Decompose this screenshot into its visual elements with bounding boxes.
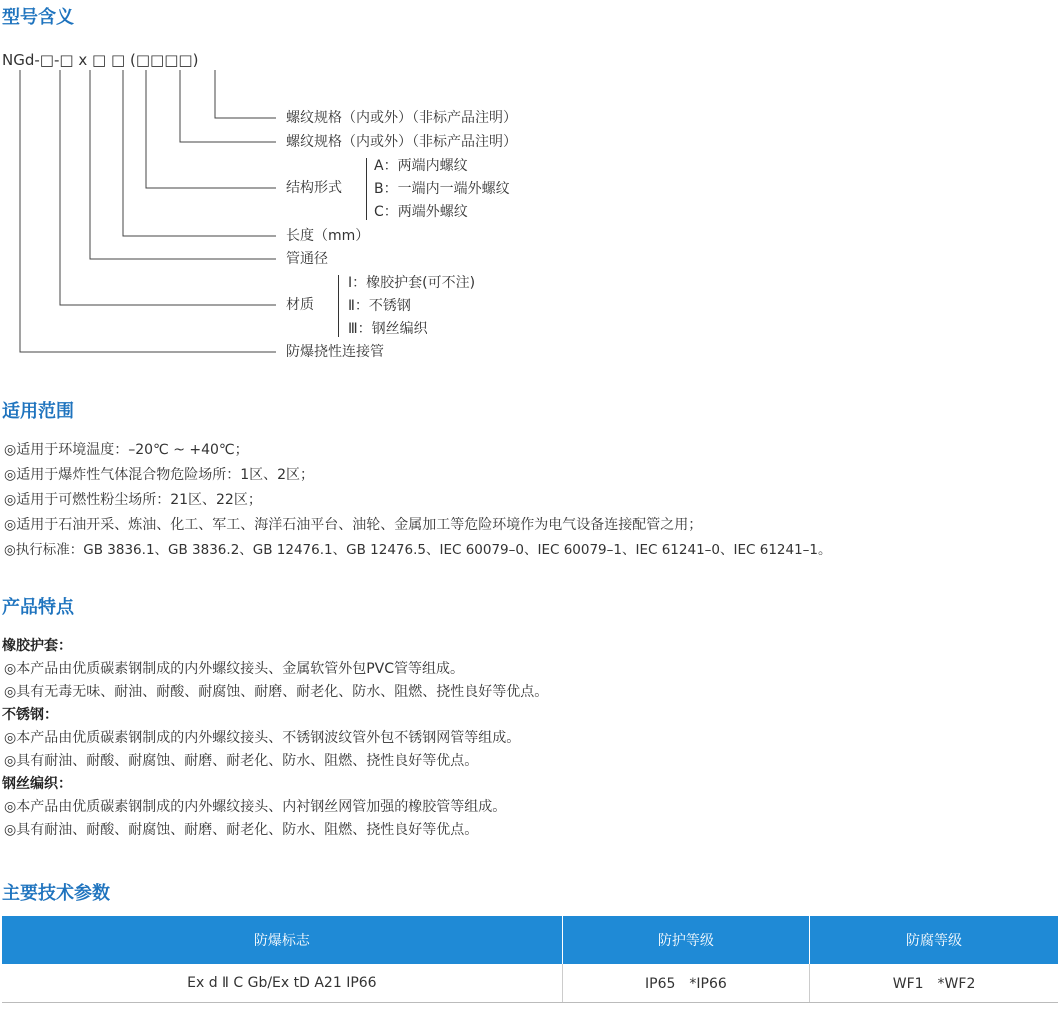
label-diameter: 管通径: [286, 251, 328, 267]
feature-title-rubber: 橡胶护套：: [2, 638, 72, 654]
model-lparen: (: [129, 51, 136, 69]
label-material-2: Ⅱ：不锈钢: [348, 298, 411, 314]
table-header-row: [2, 916, 1058, 964]
feature-item: ◎具有耐油、耐酸、耐腐蚀、耐磨、耐老化、防水、阻燃、挠性良好等优点。: [4, 753, 479, 769]
label-material-1: Ⅰ：橡胶护套(可不注): [348, 275, 476, 291]
table-header-protection-level: 防护等级: [562, 916, 809, 964]
model-dash-1: -: [34, 51, 40, 69]
table-row: [2, 964, 1058, 1003]
scope-item: ◎适用于爆炸性气体混合物危险场所：1区、2区；: [4, 467, 315, 483]
connector-thread-1: [215, 70, 276, 118]
section-title-params: 主要技术参数: [2, 883, 110, 904]
model-times: x: [78, 51, 88, 69]
table-cell-explosion-mark: Ex d Ⅱ C Gb/Ex tD A21 IP66: [2, 964, 562, 1003]
model-rparen: ): [192, 51, 199, 69]
table-cell-protection-level: IP65 *IP66: [562, 964, 809, 1003]
section-title-model: 型号含义: [2, 7, 74, 28]
model-box-8: □: [178, 51, 193, 69]
model-dash-2: -: [53, 51, 60, 69]
section-title-scope: 适用范围: [2, 401, 74, 422]
scope-item: ◎适用于可燃性粉尘场所：21区、22区；: [4, 492, 262, 508]
label-structure-a: A：两端内螺纹: [374, 158, 468, 174]
label-material-3: Ⅲ：钢丝编织: [348, 321, 428, 337]
model-box-3: □: [92, 51, 107, 69]
connector-product: [20, 70, 276, 352]
label-thread-spec-2: 螺纹规格（内或外）（非标产品注明）: [286, 134, 517, 150]
params-table: [2, 916, 1058, 1003]
feature-item: ◎本产品由优质碳素钢制成的内外螺纹接头、金属软管外包PVC管等组成。: [4, 661, 465, 677]
feature-title-wire: 钢丝编织：: [2, 776, 72, 792]
model-connector-lines: [0, 0, 1064, 380]
feature-title-steel: 不锈钢：: [2, 707, 58, 723]
model-prefix: NGd: [2, 51, 35, 69]
table-header-corrosion-level: 防腐等级: [810, 916, 1058, 964]
connector-thread-2: [180, 70, 276, 142]
model-box-5: □: [135, 51, 151, 69]
label-thread-spec-1: 螺纹规格（内或外）（非标产品注明）: [286, 110, 517, 126]
scope-item: ◎适用于石油开采、炼油、化工、军工、海洋石油平台、油轮、金属加工等危险环境作为电气设备连接配管之用；: [4, 517, 703, 533]
label-material: 材质: [286, 297, 314, 313]
model-box-7: □: [164, 51, 179, 69]
connector-structure: [146, 70, 276, 188]
model-box-1: □: [39, 51, 54, 69]
material-bracket: [338, 275, 339, 337]
feature-item: ◎具有无毒无味、耐油、耐酸、耐腐蚀、耐磨、耐老化、防水、阻燃、挠性良好等优点。: [4, 684, 549, 700]
label-product: 防爆挠性连接管: [286, 344, 384, 360]
section-title-features: 产品特点: [2, 597, 74, 618]
connector-diameter: [90, 70, 276, 259]
scope-item: ◎适用于环境温度：–20℃ ~ +40℃；: [4, 442, 249, 458]
table-cell-corrosion-level: WF1 *WF2: [810, 964, 1058, 1003]
label-structure-b: B：一端内一端外螺纹: [374, 181, 510, 197]
label-structure: 结构形式: [286, 180, 342, 196]
model-box-2: □: [59, 51, 74, 69]
table-header-explosion-mark: 防爆标志: [2, 916, 562, 964]
feature-item: ◎本产品由优质碳素钢制成的内外螺纹接头、内衬钢丝网管加强的橡胶管等组成。: [4, 799, 507, 815]
label-structure-c: C：两端外螺纹: [374, 204, 468, 220]
scope-item: ◎执行标准：GB 3836.1、GB 3836.2、GB 12476.1、GB 12476.5、IEC 60079–0、IEC 60079–1、IEC 61241–0、IEC 61241–1。: [4, 542, 832, 558]
feature-item: ◎具有耐油、耐酸、耐腐蚀、耐磨、耐老化、防水、阻燃、挠性良好等优点。: [4, 822, 479, 838]
feature-item: ◎本产品由优质碳素钢制成的内外螺纹接头、不锈钢波纹管外包不锈钢网管等组成。: [4, 730, 521, 746]
label-length: 长度（mm）: [286, 228, 370, 244]
structure-bracket: [366, 158, 367, 220]
model-box-6: □: [150, 51, 165, 69]
model-box-4: □: [111, 51, 126, 69]
